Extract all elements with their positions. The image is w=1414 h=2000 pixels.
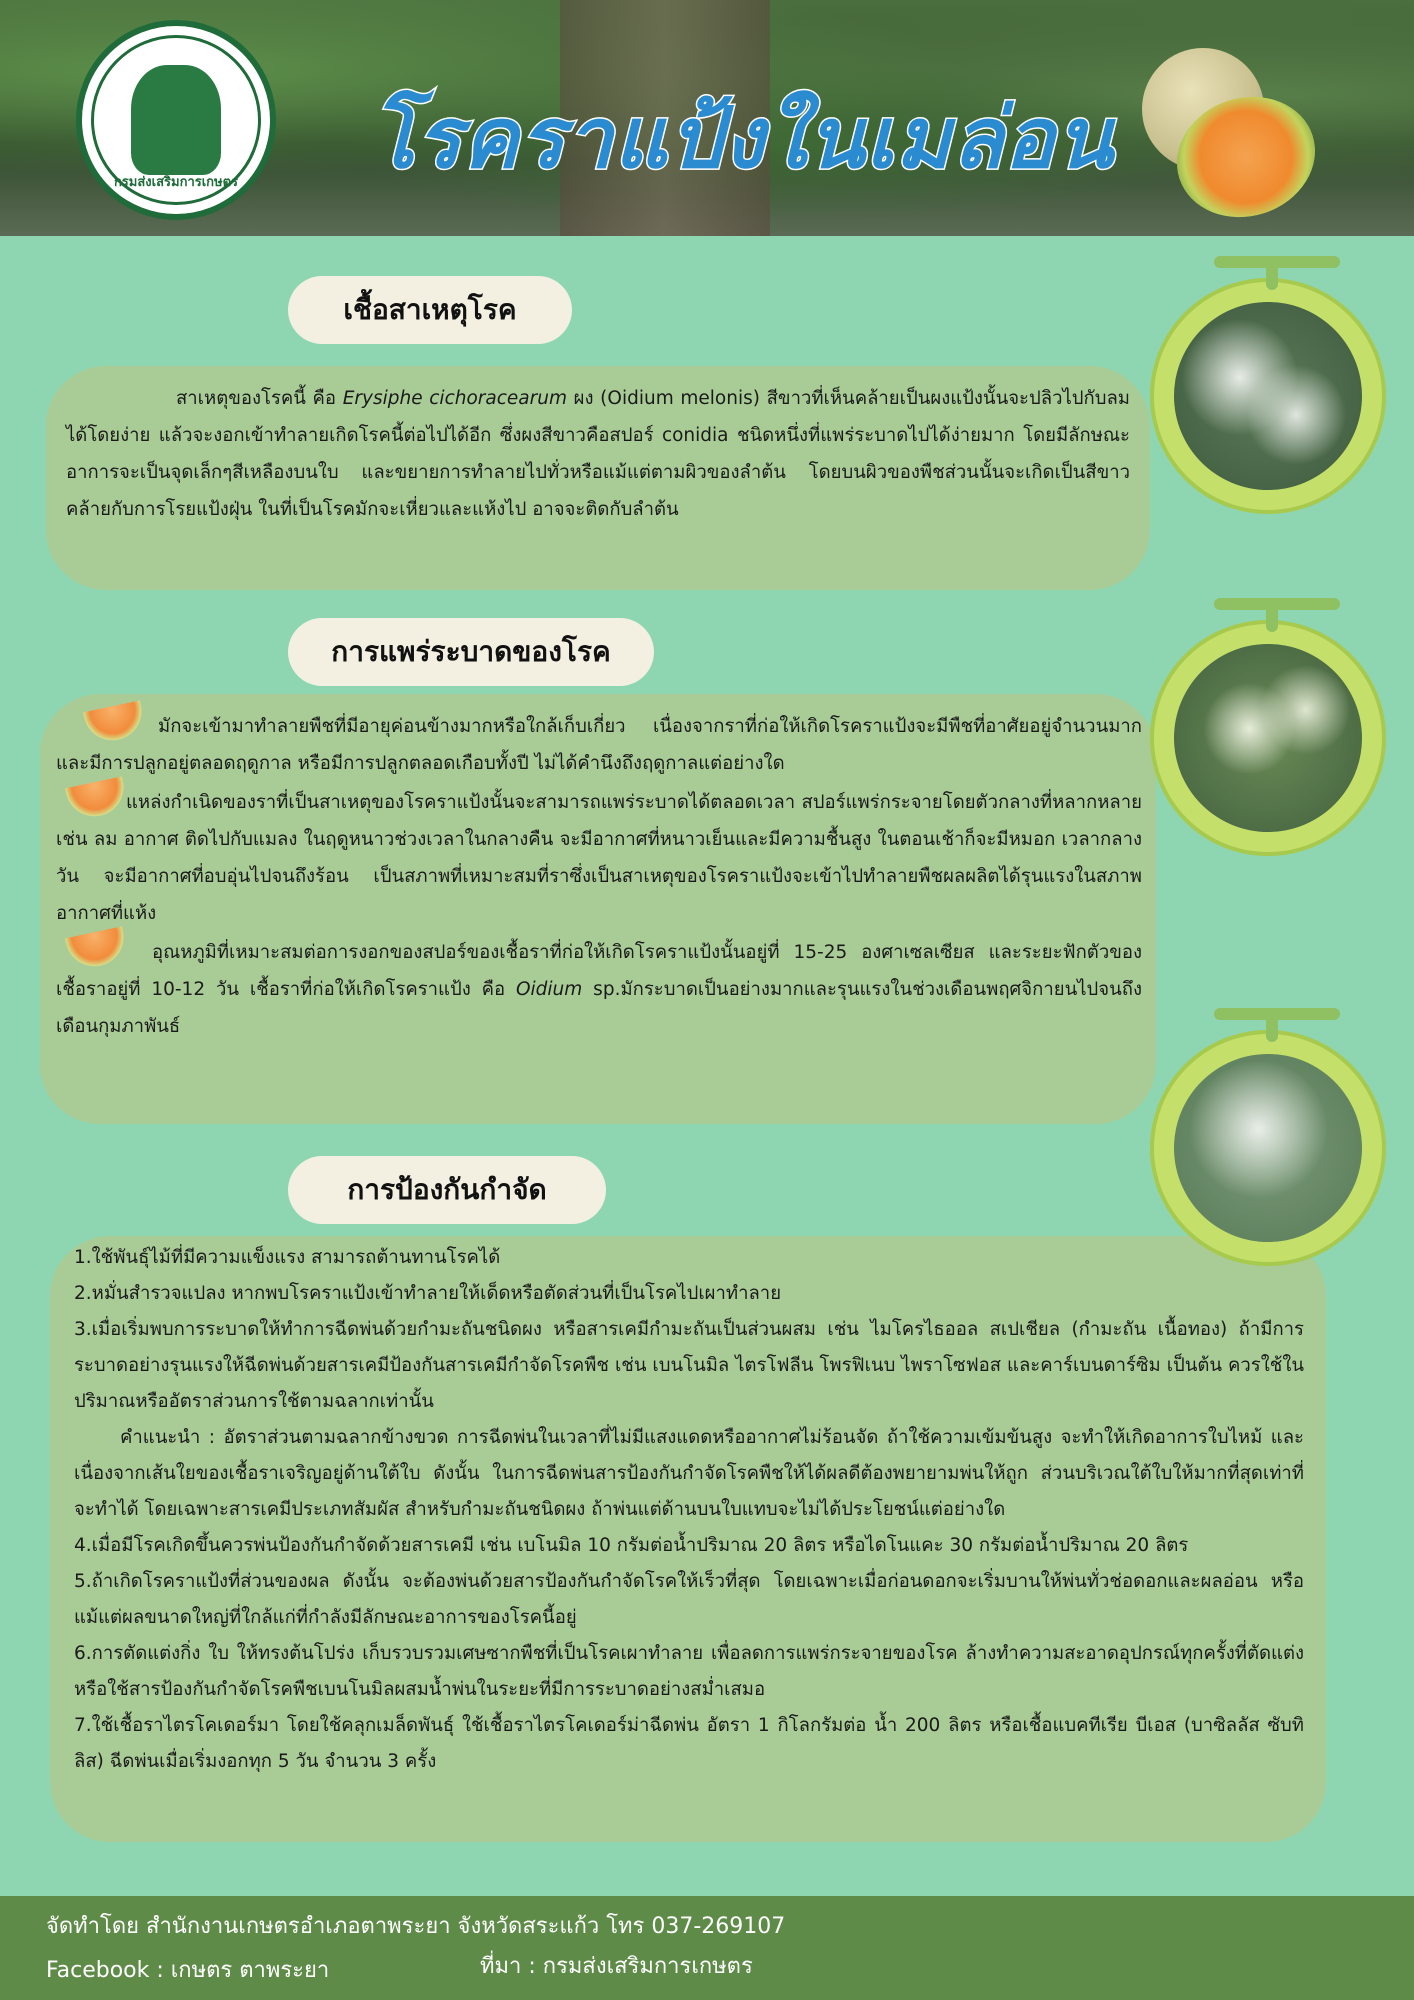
melon-slice-icon [83, 700, 147, 745]
control-advice [74, 1420, 1304, 1528]
photo-frame-2 [1150, 620, 1386, 856]
section-heading-spread: การแพร่ระบาดของโรค [288, 618, 654, 686]
logo-text: กรมส่งเสริมการเกษตร [113, 175, 239, 190]
melon-stem [1266, 1012, 1278, 1042]
page-title: โรคราแป้งในเมล่อน [370, 89, 1115, 187]
oidium-name: Oidium [515, 979, 583, 1000]
melon-slice-icon [65, 776, 129, 821]
advice-text: คำแนะนำ : อัตราส่วนตามฉลากข้างขวด การฉีดพ่นในเวลาที่ไม่มีแสงแดดหรืออากาศไม่ร้อนจัด ถ้าใช้ความเข้มข้นสูง จะทำให้เกิดอาการใบไหม้ และเนื่องจากเส้นใยของเชื้อราเจริญอยู่ด้านใต้ใบ ดังนั้น ในการฉีดพ่นสารป้องกันกำจัดโรคพืชให้ได้ผลดีต้องพยายามพ่นให้ถูก ส่วนบริเวณใต้ใบให้มากที่สุดเท่าที่จะทำได้ โดยเฉพาะสารเคมีประเภทสัมผัส สำหรับกำมะถันชนิดผง ถ้าพ่นแต่ด้านบนใบแทบจะไม่ได้ประโยชน์แต่อย่างใด [74, 1427, 1304, 1520]
header-banner [0, 0, 1414, 236]
section-heading-cause: เชื้อสาเหตุโรค [288, 276, 572, 344]
footer-source: ที่มา : กรมส่งเสริมการเกษตร [480, 1954, 753, 1979]
footer-made-by: จัดทำโดย สำนักงานเกษตรอำเภอตาพระยา จังหวัดสระแก้ว โทร 037-269107 [46, 1914, 786, 1939]
spread-text-2: แหล่งกำเนิดของราที่เป็นสาเหตุของโรคราแป้งนั้นจะสามารถแพร่ระบาดได้ตลอดเวลา สปอร์แพร่กระจายโดยตัวกลางที่หลากหลาย เช่น ลม อากาศ ติดไปกับแมลง ในฤดูหนาวช่วงเวลาในกลางคืน จะมีอากาศที่หนาวเย็นและมีความชื้นสูง ในตอนเช้าก็จะมีหมอก เวลากลางวัน จะมีอากาศที่อบอุ่นไปจนถึงร้อน เป็นสภาพที่เหมาะสมที่ราซึ่งเป็นสาเหตุของโรคราแป้งจะเข้าไปทำลายพืชผลผลิตได้รุนแรงในสภาพอากาศที่แห้ง [56, 792, 1142, 924]
control-box [50, 1236, 1326, 1842]
photo-frame-1 [1150, 278, 1386, 514]
section-heading-control: การป้องกันกำจัด [288, 1156, 606, 1224]
agri-dept-logo [76, 20, 276, 220]
melon-stem [1266, 602, 1278, 632]
cause-text-a: สาเหตุของโรคนี้ คือ [176, 388, 343, 409]
melon-stem [1266, 260, 1278, 290]
spread-text-1: มักจะเข้ามาทำลายพืชที่มีอายุค่อนข้างมากหรือใกล้เก็บเกี่ยว เนื่องจากราที่ก่อให้เกิดโรคราแป้งจะมีพืชที่อาศัยอยู่จำนวนมาก และมีการปลูกอยู่ตลอดฤดูกาล หรือมีการปลูกตลอดเกือบทั้งปี ไม่ได้คำนึงถึงฤดูกาลแต่อย่างใด [56, 716, 1142, 774]
spread-box [40, 694, 1156, 1124]
cause-text-c: ผง (Oidium melonis) สีขาวที่เห็นคล้ายเป็นผงแป้งนั้นจะปลิวไปกับลมได้โดยง่าย แล้วจะงอกเข้าทำลายเกิดโรคนี้ต่อไปได้อีก ซึ่งผงสีขาวคือสปอร์ conidia ชนิดหนึ่งที่แพร่ระบาดไปได้ง่ายมาก โดยมีลักษณะอาการจะเป็นจุดเล็กๆสีเหลืองบนใบ และขยายการทำลายไปทั่วหรือแม้แต่ตามผิวของลำต้น โดยบนผิวของพืชส่วนนั้นจะเกิดเป็นสีขาวคล้ายกับการโรยแป้งฝุ่น ในที่เป็นโรคมักจะเหี่ยวและแห้งไป อาจจะติดกับลำต้น [66, 388, 1130, 520]
control-item-5: 5.ถ้าเกิดโรคราแป้งที่ส่วนของผล ดังนั้น จะต้องพ่นด้วยสารป้องกันกำจัดโรคให้เร็วที่สุด โดยเฉพาะเมื่อก่อนดอกจะเริ่มบานให้พ่นทั่วช่อดอกและผลอ่อน หรือแม้แต่ผลขนาดใหญ่ที่ใกล้แก่ที่กำลังมีลักษณะอาการของโรคนี้อยู่ [74, 1571, 1304, 1628]
spread-text-3c: sp.มักระบาดเป็นอย่างมากและรุนแรงในช่วงเดือนพฤศจิกายนไปจนถึงเดือนกุมภาพันธ์ [56, 979, 1142, 1037]
cause-box [46, 366, 1150, 590]
mildew-leaf-photo-3 [1174, 1054, 1362, 1242]
cause-paragraph [66, 380, 1130, 528]
mildew-leaf-photo-2 [1174, 644, 1362, 832]
spread-text-3a: อุณหภูมิที่เหมาะสมต่อการงอกของสปอร์ของเชื้อราที่ก่อให้เกิดโรคราแป้งนั้นอยู่ที่ 15-25 องศาเซลเซียส และระยะฟักตัวของเชื้อราอยู่ที่ 10-12 วัน เชื้อราที่ก่อให้เกิดโรคราแป้ง คือ [56, 942, 1142, 1000]
footer [0, 1896, 1414, 2000]
logo-seal [91, 35, 261, 205]
mildew-leaf-photo-1 [1174, 302, 1362, 490]
control-item-1: 1.ใช้พันธุ์ไม้ที่มีความแข็งแรง สามารถต้านทานโรคได้ [74, 1247, 501, 1268]
control-item-2: 2.หมั่นสำรวจแปลง หากพบโรคราแป้งเข้าทำลายให้เด็ดหรือตัดส่วนที่เป็นโรคไปเผาทำลาย [74, 1283, 782, 1304]
control-item-7: 7.ใช้เชื้อราไตรโคเดอร์มา โดยใช้คลุกเมล็ดพันธุ์ ใช้เชื้อราไตรโคเดอร์ม่าฉีดพ่น อัตรา 1 กิโลกรัมต่อ น้ำ 200 ลิตร หรือเชื้อแบคทีเรีย บีเอส (บาซิลลัส ซับทิลิส) ฉีดพ่นเมื่อเริ่มงอกทุก 5 วัน จำนวน 3 ครั้ง [74, 1715, 1304, 1772]
spread-paragraph-1 [56, 706, 1142, 782]
melon-slice-icon [65, 926, 129, 971]
control-item-4: 4.เมื่อมีโรคเกิดขึ้นควรพ่นป้องกันกำจัดด้วยสารเคมี เช่น เบโนมิล 10 กรัมต่อน้ำปริมาณ 20 ลิตร หรือไดโนแคะ 30 กรัมต่อน้ำปริมาณ 20 ลิตร [74, 1535, 1189, 1556]
footer-facebook[interactable]: Facebook : เกษตร ตาพระยา [46, 1958, 330, 1983]
control-item-3: 3.เมื่อเริ่มพบการระบาดให้ทำการฉีดพ่นด้วยกำมะถันชนิดผง หรือสารเคมีกำมะถันเป็นส่วนผสม เช่น ไมโครไธออล สเปเชียล (กำมะถัน เนื้อทอง) ถ้ามีการระบาดอย่างรุนแรงให้ฉีดพ่นด้วยสารเคมีป้องกันสารเคมีกำจัดโรคพืช เช่น เบนโนมิล ไตรโฟลีน โพรฟิเนบ ไพราโซฟอส และคาร์เบนดาร์ซิม เป็นต้น ควรใช้ในปริมาณหรืออัตราส่วนการใช้ตามฉลากเท่านั้น [74, 1319, 1304, 1412]
spread-paragraph-2 [56, 782, 1142, 932]
spread-paragraph-3 [56, 932, 1142, 1045]
photo-frame-3 [1150, 1030, 1386, 1266]
pathogen-name: Erysiphe cichoracearum [342, 388, 567, 409]
control-item-6: 6.การตัดแต่งกิ่ง ใบ ให้ทรงต้นโปร่ง เก็บรวบรวมเศษซากพืชที่เป็นโรคเผาทำลาย เพื่อลดการแพร่กระจายของโรค ล้างทำความสะอาดอุปกรณ์ทุกครั้งที่ตัดแต่ง หรือใช้สารป้องกันกำจัดโรคพืชเบนโนมิลผสมน้ำพ่นในระยะที่มีการระบาดอย่างสม่ำเสมอ [74, 1643, 1304, 1700]
logo-figure-icon [131, 65, 221, 175]
